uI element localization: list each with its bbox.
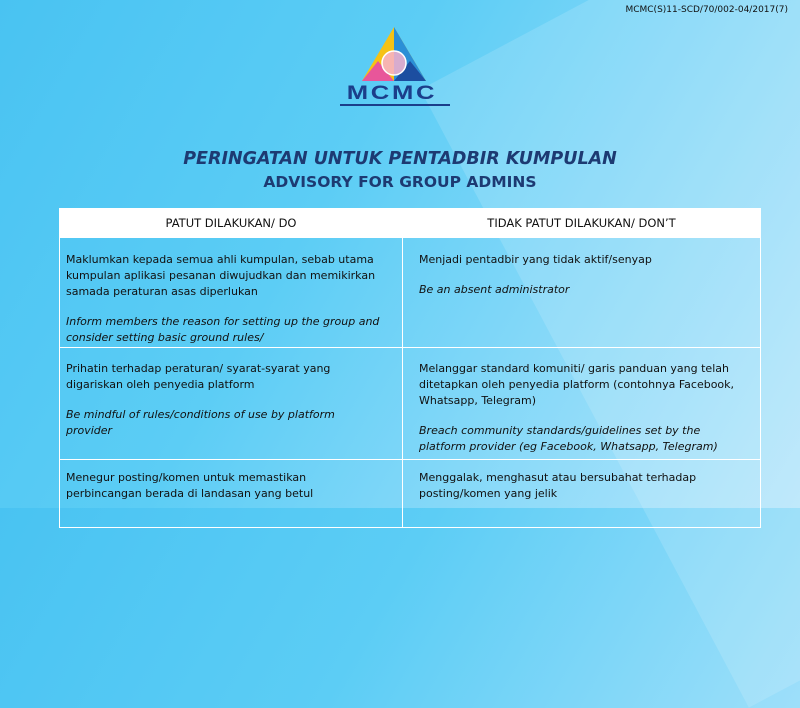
row1-do-cell xyxy=(66,252,384,346)
row2-dont-malay: Melanggar standard komuniti/ garis panduan yang telah ditetapkan oleh penyedia platform (contohnya Facebook, Whatsapp, Telegram) xyxy=(419,362,735,407)
logo-wordmark: MCMC xyxy=(346,83,438,104)
row-divider xyxy=(60,347,760,348)
row-divider xyxy=(60,459,760,460)
row3-do-malay: Menegur posting/komen untuk memastikan perbincangan berada di landasan yang betul xyxy=(66,471,314,500)
title-english: ADVISORY FOR GROUP ADMINS xyxy=(263,173,537,191)
row1-do-english: Inform members the reason for setting up the group and consider setting basic ground rules/ xyxy=(66,315,380,344)
logo-underline xyxy=(340,104,450,106)
title-malay: PERINGATAN UNTUK PENTADBIR KUMPULAN xyxy=(183,149,617,169)
row2-dont-cell xyxy=(419,361,749,455)
row1-dont-english: Be an absent administrator xyxy=(419,283,570,296)
advisory-table xyxy=(59,208,761,528)
row3-dont-malay: Menggalak, menghasut atau bersubahat terhadap posting/komen yang jelik xyxy=(419,471,697,500)
reference-code: MCMC(S)11-SCD/70/002-04/2017(7) xyxy=(625,5,788,15)
row3-dont-cell xyxy=(419,470,744,502)
row1-dont-malay: Menjadi pentadbir yang tidak aktif/senyap xyxy=(419,253,652,266)
row-divider xyxy=(60,237,760,238)
row1-dont-cell xyxy=(419,252,744,298)
row2-do-english: Be mindful of rules/conditions of use by platform provider xyxy=(66,408,335,437)
row2-do-malay: Prihatin terhadap peraturan/ syarat-syarat yang digariskan oleh penyedia platform xyxy=(66,362,331,391)
row2-dont-english: Breach community standards/guidelines set by the platform provider (eg Facebook, Whatsapp, Telegram) xyxy=(419,424,718,453)
row1-do-malay: Maklumkan kepada semua ahli kumpulan, sebab utama kumpulan aplikasi pesanan diwujudkan dan memikirkan samada peraturan asas diperlukan xyxy=(66,253,376,298)
row3-do-cell xyxy=(66,470,384,502)
header-do: PATUT DILAKUKAN/ DO xyxy=(60,209,402,237)
column-divider xyxy=(402,209,403,527)
row2-do-cell xyxy=(66,361,384,439)
header-dont: TIDAK PATUT DILAKUKAN/ DON’T xyxy=(403,209,760,237)
